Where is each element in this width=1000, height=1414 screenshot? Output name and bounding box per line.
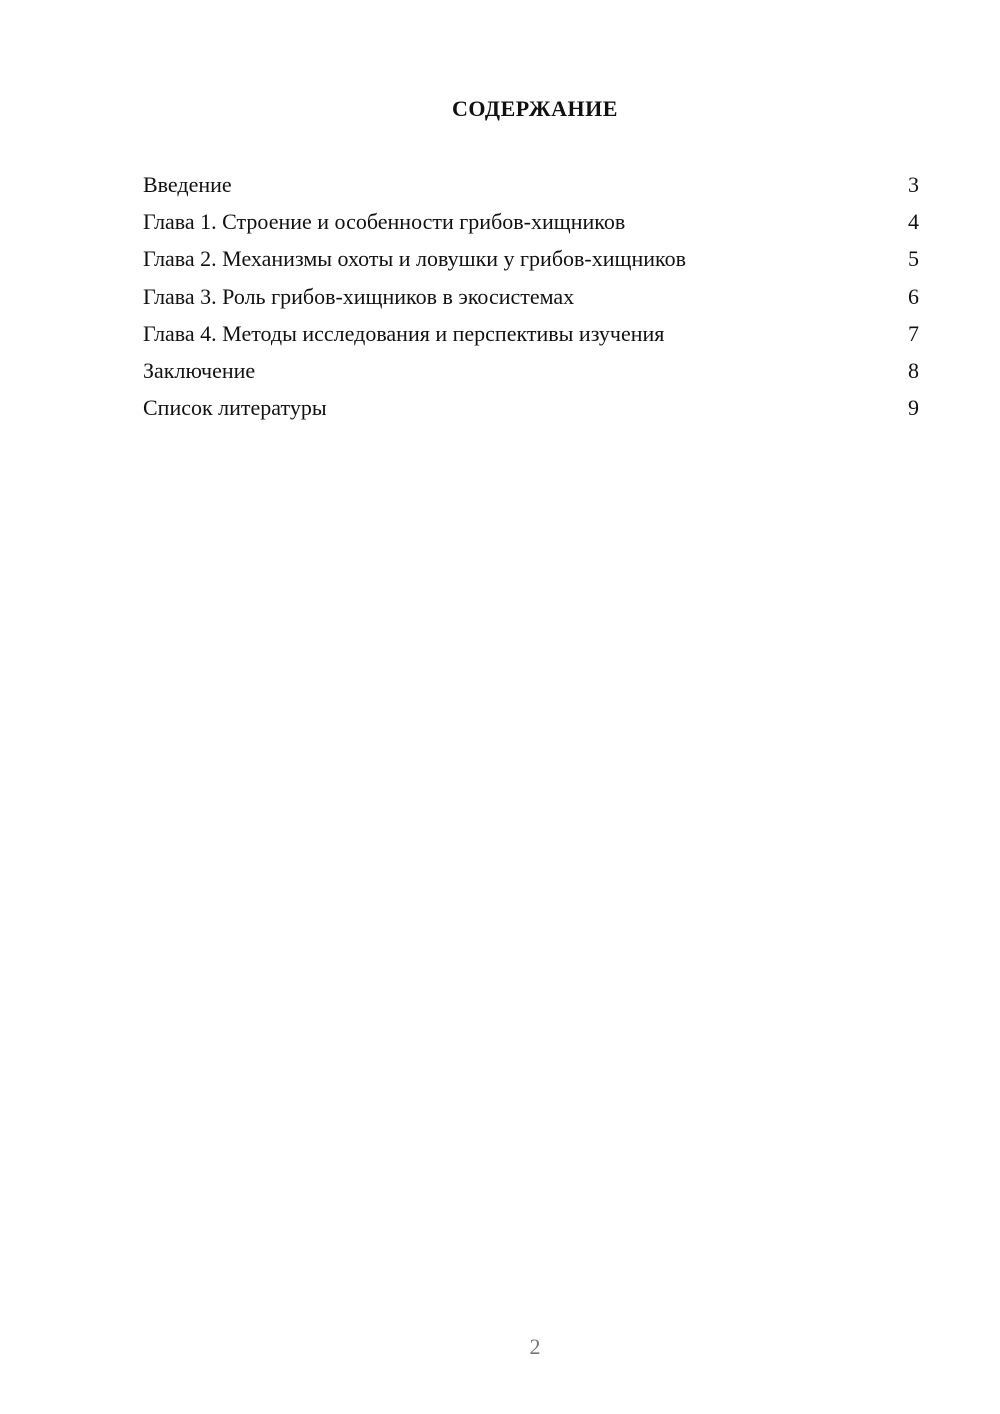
toc-entry-introduction xyxy=(143,170,919,207)
toc-entry-references xyxy=(143,393,919,430)
page-number: 2 xyxy=(529,1334,541,1359)
toc-entry-chapter-4 xyxy=(143,319,919,356)
toc-entry-page: 7 xyxy=(908,320,919,346)
toc-entry-chapter-2 xyxy=(143,244,919,281)
toc-entry-page: 9 xyxy=(908,395,919,421)
toc-entry-page: 8 xyxy=(908,357,919,383)
toc-title: СОДЕРЖАНИЕ xyxy=(452,96,618,121)
toc-entry-label: Введение xyxy=(143,172,232,197)
toc-entry-label: Глава 4. Методы исследования и перспективы изучения xyxy=(143,320,665,346)
toc-entry-chapter-1 xyxy=(143,207,919,244)
toc-entry-label: Список литературы xyxy=(143,395,327,421)
toc-entry-page: 3 xyxy=(908,172,919,197)
toc-entry-chapter-3 xyxy=(143,282,919,319)
toc-entry-label: Заключение xyxy=(143,357,256,383)
toc-entry-page: 6 xyxy=(908,283,919,309)
toc-entry-label: Глава 3. Роль грибов-хищников в экосистемах xyxy=(143,283,575,309)
toc-entry-page: 4 xyxy=(908,209,919,235)
toc-entry-conclusion xyxy=(143,356,919,393)
toc-entry-page: 5 xyxy=(908,246,919,272)
toc-entry-label: Глава 2. Механизмы охоты и ловушки у грибов-хищников xyxy=(143,246,686,272)
table-of-contents xyxy=(143,170,919,430)
toc-entry-label: Глава 1. Строение и особенности грибов-хищников xyxy=(143,209,626,235)
